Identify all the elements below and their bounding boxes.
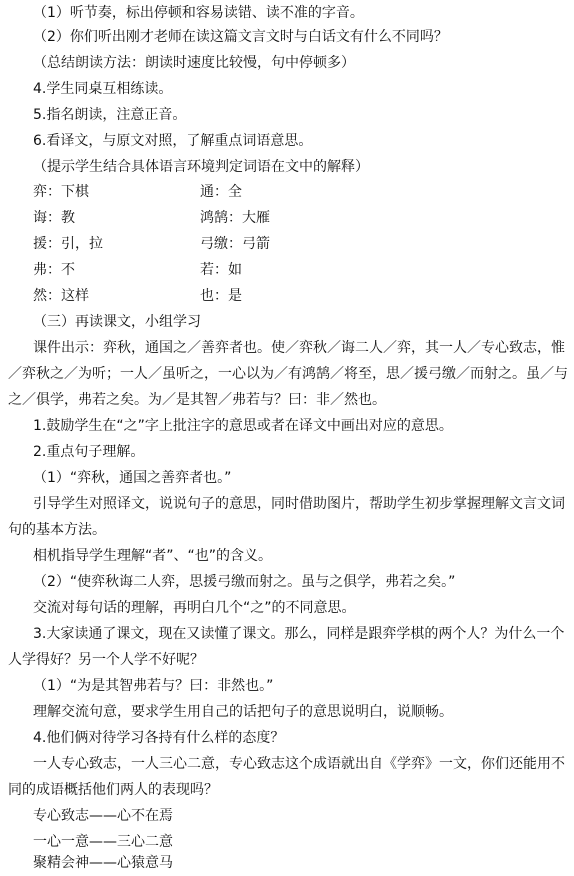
text-line: 4.学生同桌互相练读。: [33, 81, 173, 97]
text-line: 引导学生对照译文，说说句子的意思，同时借助图片，帮助学生初步掌握理解文言文词: [33, 496, 565, 512]
vocab-term: 然：这样: [33, 288, 89, 304]
text-line: （1）“弈秋，通国之善弈者也。”: [33, 470, 232, 486]
text-line: （提示学生结合具体语言环境判定词语在文中的解释）: [33, 159, 369, 175]
vocab-term: 弗：不: [33, 262, 75, 278]
text-line: 课件出示：弈秋，通国之／善弈者也。使／弈秋／诲二人／弈，其一人／专心致志，惟: [33, 340, 565, 356]
text-line: 1.鼓励学生在“之”字上批注字的意思或者在译文中画出对应的意思。: [33, 418, 453, 434]
idiom-pair: 聚精会神——心猿意马: [33, 855, 173, 871]
text-line: （1）听节奏，标出停顿和容易读错、读不准的字音。: [33, 5, 364, 21]
text-line: 相机指导学生理解“者”、“也”的含义。: [33, 548, 273, 564]
vocab-term: 弓缴：弓箭: [200, 236, 270, 252]
text-line: 之／俱学，弗若之矣。为／是其智／弗若与？曰：非／然也。: [8, 392, 386, 408]
text-line: 句的基本方法。: [8, 522, 106, 538]
text-line: 4.他们俩对待学习各持有什么样的态度？: [33, 730, 285, 746]
text-line: （2）“使弈秋诲二人弈，思援弓缴而射之。虽与之俱学，弗若之矣。”: [33, 574, 456, 590]
vocab-term: 诲：教: [33, 210, 75, 226]
text-line: （总结朗读方法：朗读时速度比较慢，句中停顿多）: [33, 55, 355, 71]
vocab-term: 也：是: [200, 288, 242, 304]
text-line: 3.大家读通了课文，现在又读懂了课文。那么，同样是跟弈学棋的两个人？为什么一个: [33, 626, 565, 642]
text-line: 5.指名朗读，注意正音。: [33, 107, 187, 123]
text-line: 理解交流句意，要求学生用自己的话把句子的意思说明白，说顺畅。: [33, 704, 453, 720]
text-line: 交流对每句话的理解，再明白几个“之”的不同意思。: [33, 600, 356, 616]
idiom-pair: 专心致志——心不在焉: [33, 808, 173, 824]
vocab-term: 鸿鹄：大雁: [200, 210, 270, 226]
text-line: 人学得好？另一个人学不好呢？: [8, 652, 204, 668]
text-line: （1）“为是其智弗若与？曰：非然也。”: [33, 678, 274, 694]
section-heading: （三）再读课文，小组学习: [33, 314, 201, 330]
vocab-term: 援：引，拉: [33, 236, 103, 252]
vocab-term: 若：如: [200, 262, 242, 278]
text-line: 同的成语概括他们两人的表现吗？: [8, 782, 218, 798]
idiom-pair: 一心一意——三心二意: [33, 834, 173, 850]
text-line: 2.重点句子理解。: [33, 444, 145, 460]
text-line: 6.看译文，与原文对照，了解重点词语意思。: [33, 133, 313, 149]
text-line: ／弈秋之／为听；一人／虽听之，一心以为／有鸿鹄／将至，思／援弓缴／而射之。虽／与: [8, 366, 568, 382]
vocab-term: 弈：下棋: [33, 184, 89, 200]
text-line: （2）你们听出刚才老师在读这篇文言文时与白话文有什么不同吗？: [33, 29, 448, 45]
vocab-term: 通：全: [200, 184, 242, 200]
text-line: 一人专心致志，一人三心二意，专心致志这个成语就出自《学弈》一文，你们还能用不: [33, 756, 565, 772]
